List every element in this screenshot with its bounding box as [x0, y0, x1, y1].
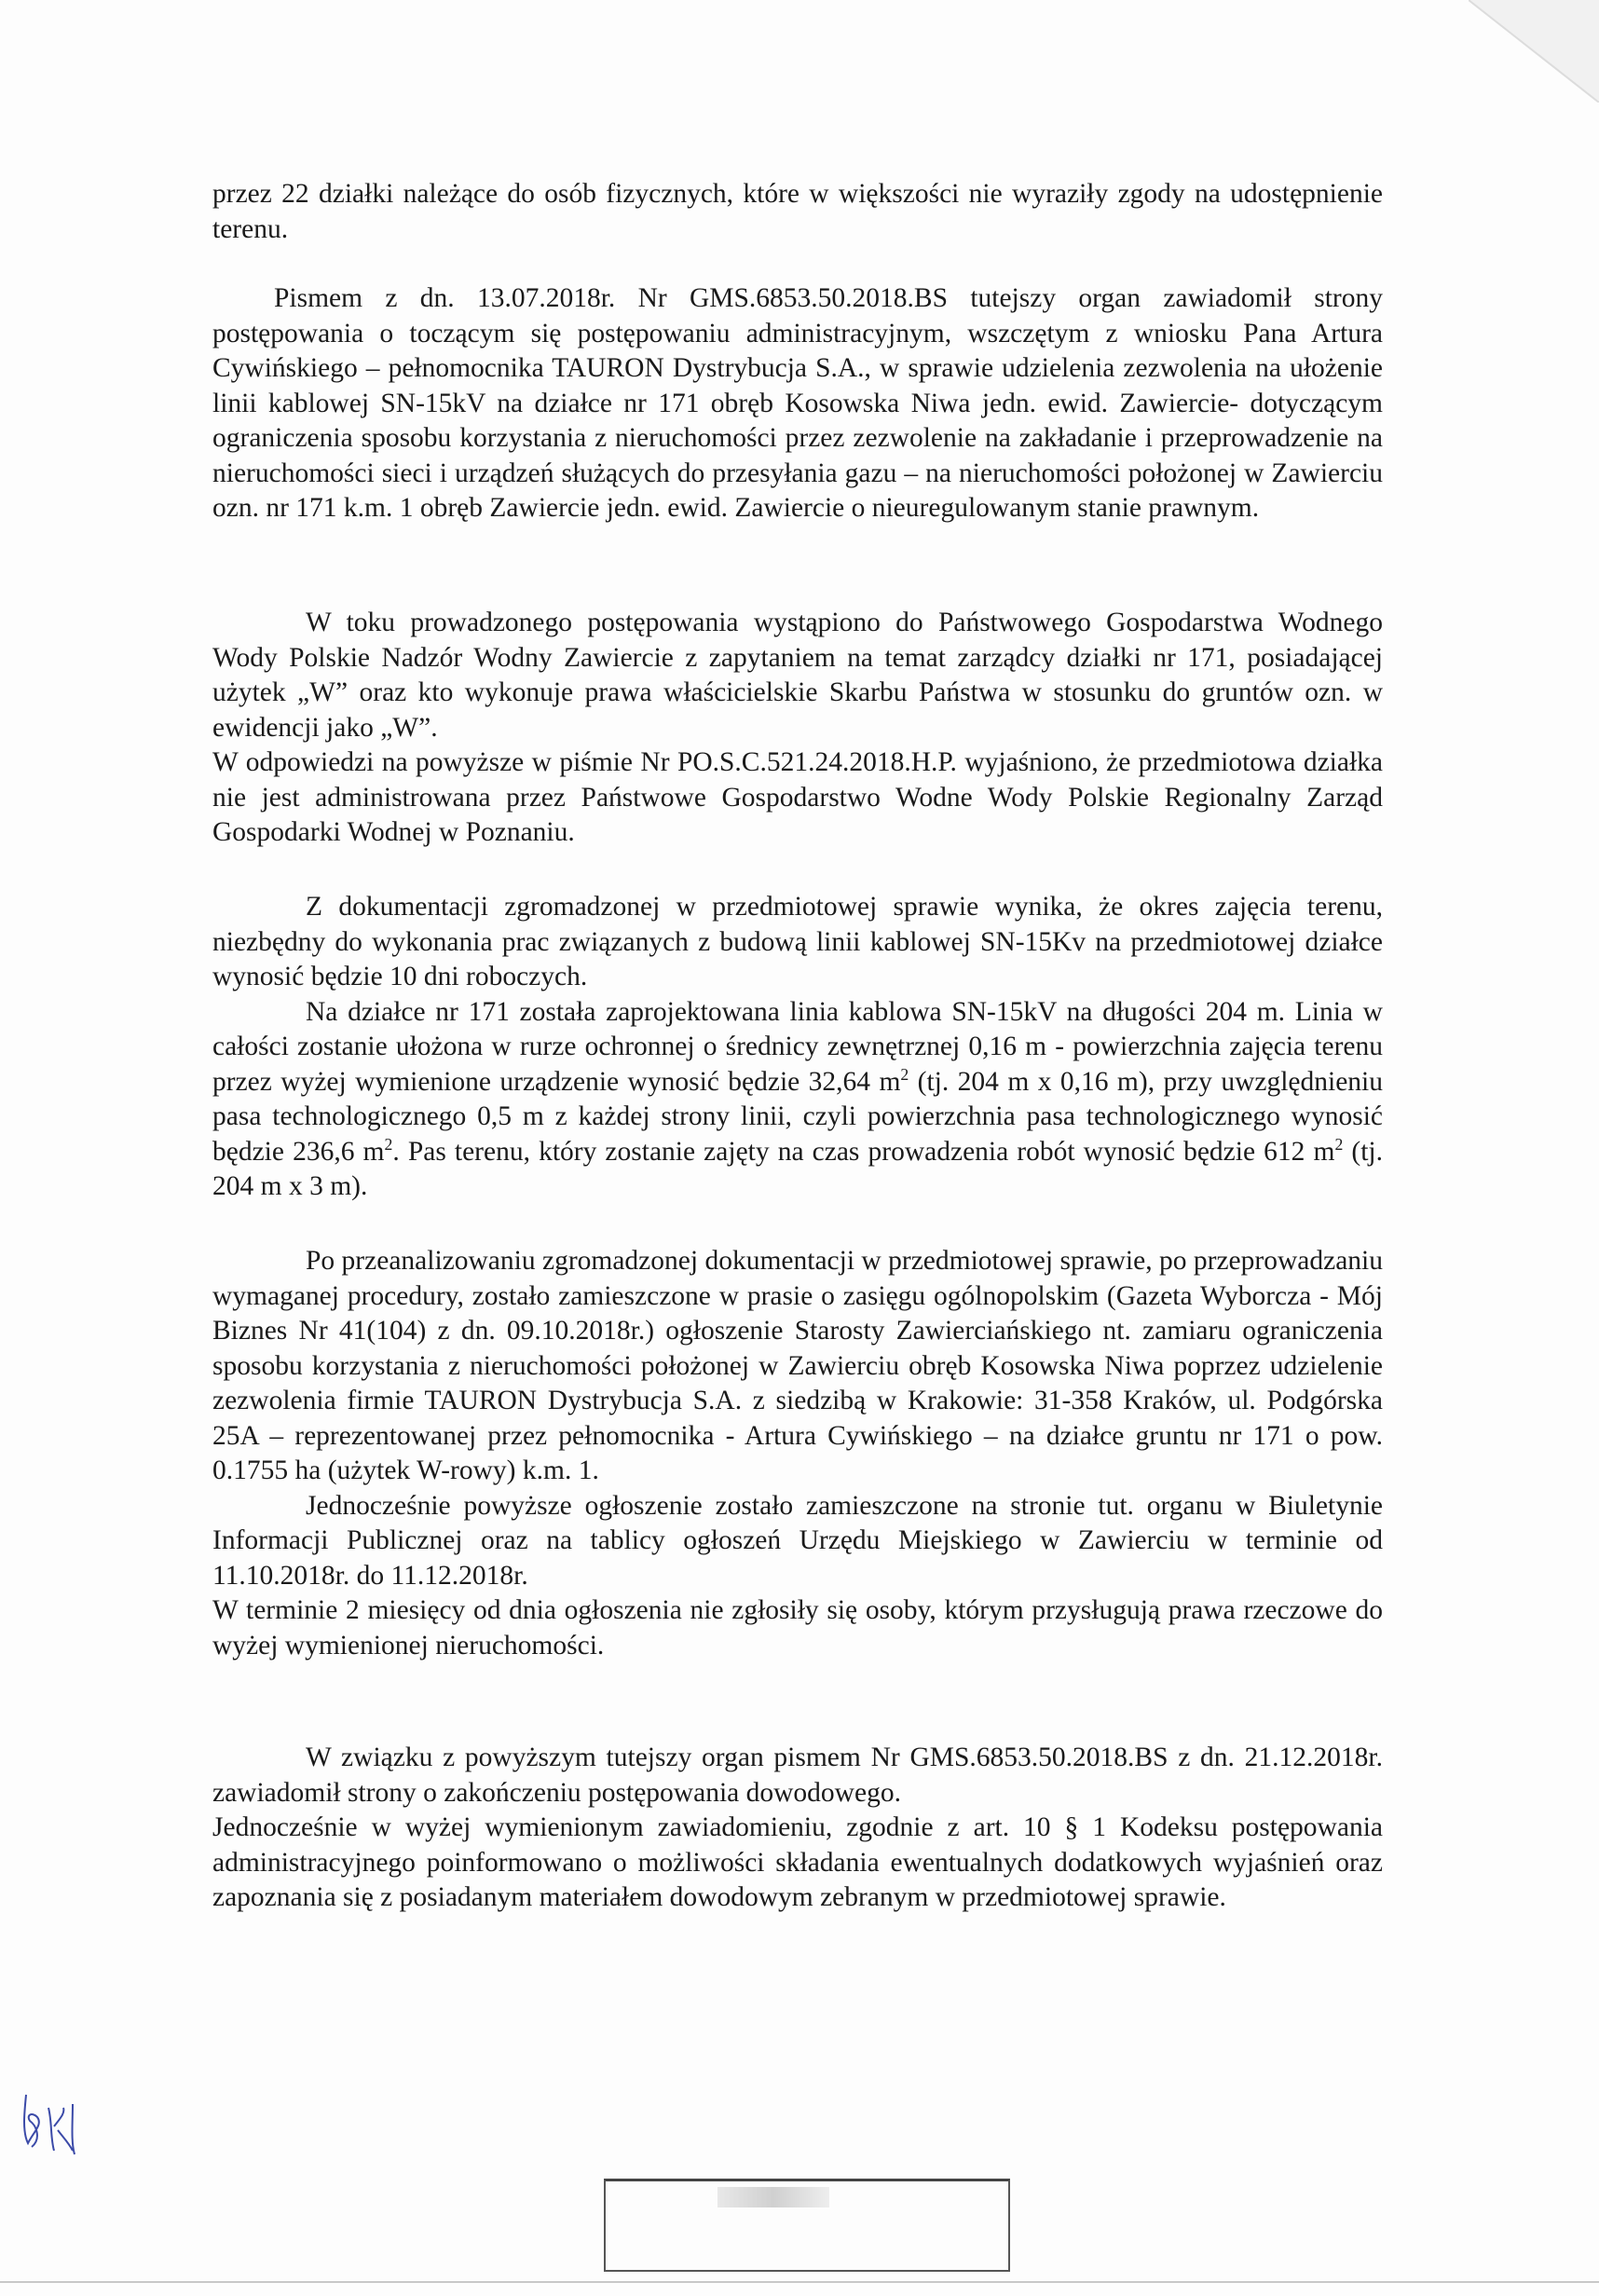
stamp-mark [718, 2187, 829, 2207]
paragraph-4: W odpowiedzi na powyższe w piśmie Nr PO.S.C.521.24.2018.H.P. wyjaśniono, że przedmiotowa działka nie jest administrowana przez Państwowe Gospodarstwo Wodne Wody Polskie Regionalny Zarząd Gospodarki Wodnej w Poznaniu. [212, 747, 1383, 847]
paragraph-6: Na działce nr 171 została zaprojektowana linia kablowa SN-15kV na długości 204 m. Linia w całości zostanie ułożona w rurze ochronnej o średnicy zewnętrznej 0,16 m - powierzchnia zajęcia terenu przez wyżej wymienione urządzenie wynosić będzie 32,64 $m^2$ (tj. 204 m x 0,16 m), przy uwzględnieniu pasa technologicznego 0,5 m z każdej strony linii, czyli powierzchnia pasa technologicznego wynosić będzie 236,6 $m^2$. Pas terenu, który zostanie zajęty na czas prowadzenia robót wynosić będzie 612 $m^2$ (tj. 204 m x 3 m). [212, 996, 1383, 1201]
paragraph-block-5 [212, 890, 1383, 1205]
handwritten-initials-icon [17, 2085, 82, 2160]
paragraph-9: W terminie 2 miesięcy od dnia ogłoszenia nie zgłosiły się osoby, którym przysługują prawa rzeczowe do wyżej wymienionej nieruchomości. [212, 1595, 1383, 1660]
paragraph-5: Z dokumentacji zgromadzonej w przedmiotowej sprawie wynika, że okres zajęcia terenu, niezbędny do wykonania prac związanych z budową linii kablowej SN-15Kv na przedmiotowej działce wynosić będzie 10 dni roboczych. [212, 892, 1383, 991]
paragraph-11: Jednocześnie w wyżej wymienionym zawiadomieniu, zgodnie z art. 10 § 1 Kodeksu postępowania administracyjnego poinformowano o możliwości składania ewentualnych dodatkowych wyjaśnień oraz zapoznania się z posiadanym materiałem dowodowym zebranym w przedmiotowej sprawie. [212, 1812, 1383, 1912]
stamp-frame [604, 2179, 1010, 2272]
folded-corner-icon [1469, 0, 1599, 102]
paragraph-continuation [212, 177, 1383, 247]
paragraph-block-2 [212, 281, 1383, 526]
paragraph-8: Jednocześnie powyższe ogłoszenie zostało zamieszczone na stronie tut. organu w Biuletynie Informacji Publicznej oraz na tablicy ogłoszeń Urzędu Miejskiego w Zawierciu w terminie od 11.10.2018r. do 11.12.2018r. [212, 1490, 1383, 1591]
paragraph-block-7 [212, 1244, 1383, 1663]
paragraph-block-10 [212, 1741, 1383, 1916]
paragraph-1: przez 22 działki należące do osób fizycznych, które w większości nie wyraziły zgody na udostępnienie terenu. [212, 179, 1383, 244]
paragraph-2: Pismem z dn. 13.07.2018r. Nr GMS.6853.50.2018.BS tutejszy organ zawiadomił strony postępowania o toczącym się postępowaniu administracyjnym, wszczętym z wniosku Pana Artura Cywińskiego – pełnomocnika TAURON Dystrybucja S.A., w sprawie udzielenia zezwolenia na ułożenie linii kablowej SN-15kV na działce nr 171 obręb Kosowska Niwa jedn. ewid. Zawiercie- dotyczącym ograniczenia sposobu korzystania z nieruchomości przez zezwolenie na zakładanie i przeprowadzenie na nieruchomości sieci i urządzeń służących do przesyłania gazu – na nieruchomości położonej w Zawierciu ozn. nr 171 k.m. 1 obręb Zawiercie jedn. ewid. Zawiercie o nieuregulowanym stanie prawnym. [212, 283, 1383, 523]
page-edge-line [0, 2281, 1599, 2283]
paragraph-7: Po przeanalizowaniu zgromadzonej dokumentacji w przedmiotowej sprawie, po przeprowadzaniu wymaganej procedury, zostało zamieszczone w prasie o zasięgu ogólnopolskim (Gazeta Wyborcza - Mój Biznes Nr 41(104) z dn. 09.10.2018r.) ogłoszenie Starosty Zawierciańskiego nt. zamiaru ograniczenia sposobu korzystania z nieruchomości położonej w Zawierciu obręb Kosowska Niwa poprzez udzielenie zezwolenia firmie TAURON Dystrybucja S.A. z siedzibą w Krakowie: 31-358 Kraków, ul. Podgórska 25A – reprezentowanej przez pełnomocnika - Artura Cywińskiego – na działce gruntu nr 171 o pow. 0.1755 ha (użytek W-rowy) k.m. 1. [212, 1246, 1383, 1485]
paragraph-block-3 [212, 606, 1383, 851]
paragraph-10: W związku z powyższym tutejszy organ pismem Nr GMS.6853.50.2018.BS z dn. 21.12.2018r. zawiadomił strony o zakończeniu postępowania dowodowego. [212, 1742, 1383, 1808]
paragraph-3: W toku prowadzonego postępowania wystąpiono do Państwowego Gospodarstwa Wodnego Wody Polskie Nadzór Wodny Zawiercie z zapytaniem na temat zarządcy działki nr 171, posiadającej użytek „W” oraz kto wykonuje prawa właścicielskie Skarbu Państwa w stosunku do gruntów ozn. w ewidencji jako „W”. [212, 608, 1383, 743]
